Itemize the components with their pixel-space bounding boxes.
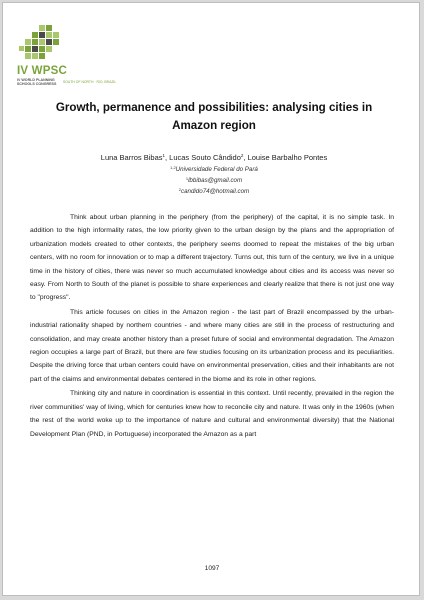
author-name: Luna Barros Bibas <box>100 153 163 162</box>
affiliation-mark: 2 <box>178 187 182 192</box>
affiliation-mark: 1 <box>185 176 189 181</box>
congress-logo-title: IV WPSC <box>17 65 67 77</box>
affiliation-email <box>33 187 395 195</box>
congress-logo-tagline: SOUTH OF NORTH · RIO, BRAZIL <box>63 80 117 84</box>
body-paragraph: Thinking city and nature in coordination is essential in this context. Until recently, prevailed in the region the river communities' way of living, which for centuries knew how to reconcile city and nature. It was only in the 1960s (when the rest of the world woke up to the importance of nature and cultural and environmental diversity) that the National Development Plan (PND, in Portuguese) incorporated the Amazon as a part <box>30 390 394 438</box>
body-paragraph: This article focuses on cities in the Amazon region - the last part of Brazil encompassed by the urban-industrial rationality shaped by northern countries - and where many cities are still in the process of restructuring and consolidation, and may create another history than a preset future of social and environmental degradation. The Amazon region occupies a large part of Brazil, but there are few studies focusing on its urbanization process and its peculiarities. Despite the driving force that urban centers could have on environmental preservation, cities and their inhabitants are not part of the claims and environmental debates centered in the biome and its role in other regions. <box>30 308 394 383</box>
affiliation-institution <box>33 165 395 173</box>
body-text <box>30 211 394 442</box>
congress-logo <box>17 21 127 87</box>
document-page <box>2 2 420 596</box>
affiliation-text: candido74@hotmail.com <box>181 188 250 195</box>
congress-logo-subtitle: IV WORLD PLANNING SCHOOLS CONGRESS <box>17 78 57 87</box>
author-list: Luna Barros Bibas$^1$, Lucas Souto Cândido$^2$, Louise Barbalho Pontes <box>100 153 328 162</box>
affiliation-text: Universidade Federal do Pará <box>175 166 258 173</box>
body-paragraph: Think about urban planning in the periphery (from the periphery) of the capital, it is no simple task. In addition to the high informality rates, the low priority given to the urban design by the plans and the appropriation of urbanization models created to other contexts, the periphery seems doomed to repeat the mistakes of the big urban centers, with no room for innovation or to map a different trajectory. Turns out, this turn of the century, we live in a unique time in the history of cities, there was never so much accumulated knowledge about cities and its access was never so easy. From North to South of the planet is possible to share experiences and clearly realize that there is not just one way to "progress". <box>30 214 394 302</box>
affiliation-text: lbbibas@gmail.com <box>188 177 243 184</box>
affiliation-mark: 1,2 <box>170 165 176 170</box>
author-name: Lucas Souto Cândido <box>169 153 241 162</box>
author-mark: 1 <box>162 153 165 158</box>
affiliation-email <box>33 176 395 184</box>
page-number: 1097 <box>204 565 220 572</box>
congress-logo-mark-icon <box>17 21 65 67</box>
author-name: Louise Barbalho Pontes <box>247 153 328 162</box>
author-mark: 2 <box>240 153 244 158</box>
paper-title: Growth, permanence and possibilities: analysing cities in Amazon region <box>55 101 373 132</box>
